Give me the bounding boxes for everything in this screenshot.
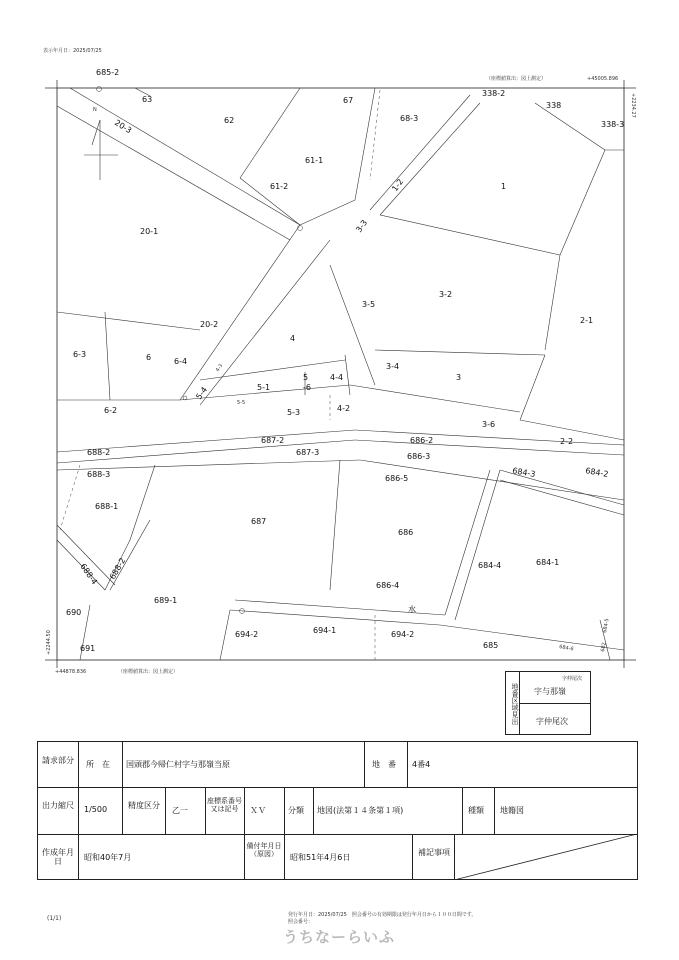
created-label: 作成年月日	[42, 848, 74, 866]
validity-note: 発行年月日：2025/07/25 照会番号の有効期限は発行年月日から１００日間です。	[288, 912, 477, 918]
parcel-label: 61-2	[270, 182, 289, 191]
area-legend	[505, 671, 591, 735]
parcel-label: 689-1	[154, 596, 178, 605]
coord-system-label: 座標系番号又は記号	[207, 797, 242, 813]
accuracy-value: 乙一	[172, 806, 188, 815]
parcel-label: 686-2	[410, 436, 434, 445]
info-table	[37, 741, 638, 880]
parcel-label: 1	[501, 182, 507, 191]
parcel-label: 684-5	[602, 617, 611, 634]
parcel-label: 6	[146, 353, 152, 362]
parcel-label: 5-4	[194, 385, 210, 402]
coord-right-upper: +2234.27	[630, 93, 636, 118]
parcel-label: 690	[66, 608, 82, 617]
legend-row2-main: 字仲尾次	[536, 717, 568, 726]
parcel-label: 684-3	[511, 466, 537, 480]
parcel-label: 3-5	[362, 300, 376, 309]
parcel-label: 2-1	[580, 316, 594, 325]
parcel-label: 685	[483, 641, 499, 650]
north-label: N	[93, 107, 97, 113]
parcel-label: 686-3	[407, 452, 431, 461]
parcel-label: 686-5	[385, 474, 409, 483]
lot-label: 地 番	[372, 760, 396, 769]
lot-value: 4番4	[412, 760, 431, 769]
type-value: 地籍図	[500, 806, 524, 815]
parcel-labels	[66, 68, 624, 653]
parcel-label: 688-3	[87, 470, 111, 479]
parcel-label: 686-4	[376, 581, 400, 590]
parcel-label: 684-6	[558, 644, 575, 653]
parcel-label: 2-2	[560, 437, 574, 446]
parcel-label: 3-4	[386, 362, 400, 371]
scale-note-bottom: （座標値算出：図上測定）	[118, 669, 179, 675]
parcel-label: 6-2	[104, 406, 118, 415]
parcel-label: 3	[456, 373, 462, 382]
parcel-label: 694-2	[235, 630, 259, 639]
parcel-label: 6-3	[73, 350, 87, 359]
parcel-label: 61-1	[305, 156, 324, 165]
parcel-label: -6	[303, 383, 311, 392]
parcel-label: 687-2	[261, 436, 285, 445]
parcel-label: 3-3	[354, 218, 370, 235]
location-value: 国頭郡今帰仁村字与那嶺当原	[126, 760, 230, 769]
parcel-label: 688-4	[78, 561, 100, 587]
parcel-label: 4-3	[214, 363, 225, 374]
note-label: 補記事項	[418, 848, 450, 857]
parcel-label: 688-2	[87, 448, 111, 457]
parcel-label: 20-2	[200, 320, 219, 329]
parcel-label: 684-4	[478, 561, 502, 570]
type-label: 種類	[468, 806, 484, 815]
provided-label: 備付年月日（原図）	[246, 842, 282, 858]
scale-label: 出力縮尺	[42, 801, 74, 810]
parcel-label: 1-2	[390, 177, 406, 194]
provided-value: 昭和51年4月6日	[290, 853, 351, 862]
location-label: 所 在	[86, 760, 110, 769]
parcel-label: 20-3	[112, 118, 134, 136]
page-indicator: (1/1)	[47, 915, 62, 922]
parcel-label: 62	[224, 116, 235, 125]
coord-system-value: ＸＶ	[250, 806, 266, 815]
parcel-label: 338-3	[601, 120, 625, 129]
parcel-label: 691	[80, 644, 96, 653]
class-label: 分類	[288, 806, 304, 815]
parcel-label: 687-3	[296, 448, 320, 457]
parcel-label: 687	[251, 517, 267, 526]
created-value: 昭和40年7月	[84, 853, 132, 862]
watermark-stamp: うちなーらいふ	[283, 928, 396, 946]
parcel-label: 694-2	[391, 630, 415, 639]
parcel-label: 68-3	[400, 114, 419, 123]
parcel-label: 3-2	[439, 290, 453, 299]
parcel-label: 685-2	[96, 68, 120, 77]
note-diagonal	[454, 834, 637, 880]
parcel-label: 5	[303, 373, 309, 382]
reference-number: 照会番号：	[288, 919, 314, 925]
parcel-label: 水	[408, 605, 416, 614]
parcel-label: 338	[546, 101, 562, 110]
coord-top-right: +45005.896	[587, 76, 619, 82]
print-date: 表示年月日：2025/07/25	[43, 48, 102, 54]
scale-value: 1/500	[84, 805, 108, 814]
legend-row1-main: 字与那嶺	[534, 687, 566, 696]
parcel-label: 4-2	[337, 404, 351, 413]
parcel-label: 684-1	[536, 558, 560, 567]
parcel-label: 6-4	[174, 357, 188, 366]
request-label: 請求部分	[42, 756, 74, 765]
parcel-label: 5-3	[287, 408, 301, 417]
coord-bottom-left: +44878.836	[55, 669, 87, 675]
legend-header: 地番区域見出	[506, 672, 520, 734]
scale-note-top: （座標値算出：図上測定）	[486, 76, 547, 82]
parcel-label: 20-1	[140, 227, 159, 236]
parcel-label: 682	[600, 641, 608, 653]
parcel-label: 688-2	[107, 556, 128, 581]
legend-row1-small: 字仲尾次	[562, 676, 583, 682]
parcel-label: 4	[290, 334, 296, 343]
parcel-label: 67	[343, 96, 354, 105]
parcel-label: 684-2	[584, 466, 610, 480]
parcel-label: 694-1	[313, 626, 337, 635]
parcel-label: 688-1	[95, 502, 119, 511]
parcel-label: 3-6	[482, 420, 496, 429]
parcel-label: 63	[142, 95, 153, 104]
coord-left-lower: +2244.50	[46, 630, 52, 655]
parcel-label: 5-5	[237, 400, 246, 406]
accuracy-label: 精度区分	[128, 801, 160, 810]
parcel-label: 338-2	[482, 89, 506, 98]
parcel-label: 4-4	[330, 373, 344, 382]
class-value: 地図(法第１４条第１項)	[317, 806, 404, 815]
parcel-label: 5-1	[257, 383, 271, 392]
parcel-label: 686	[398, 528, 414, 537]
